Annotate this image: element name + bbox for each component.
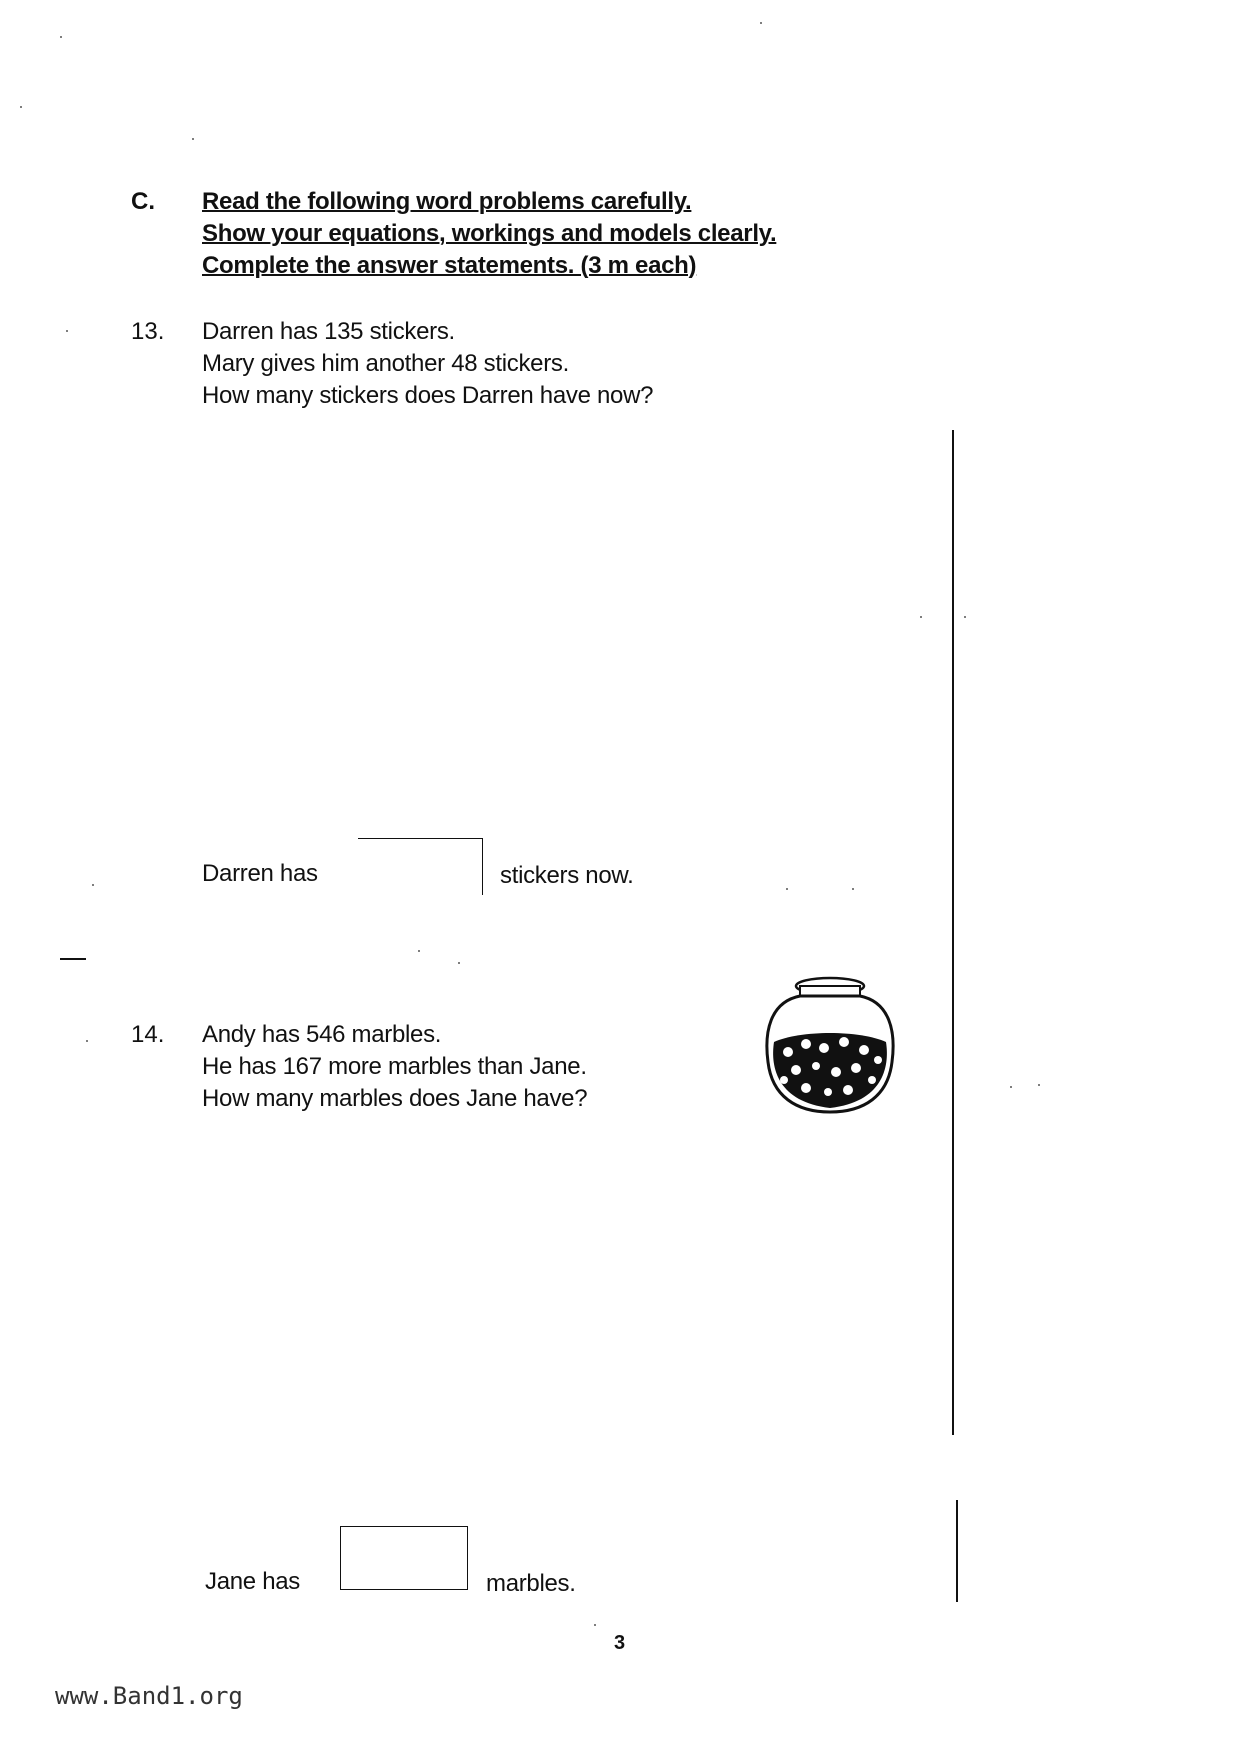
instruction-line-1: Read the following word problems carefully.: [202, 188, 692, 215]
marble-jar-icon: [760, 972, 900, 1116]
question-13-line-2: Mary gives him another 48 stickers.: [202, 350, 569, 377]
scan-speck: [786, 888, 788, 890]
question-13-answer-suffix: stickers now.: [500, 862, 634, 889]
question-14-answer-suffix: marbles.: [486, 1570, 576, 1597]
scan-speck: [192, 138, 194, 140]
scan-speck: [418, 950, 420, 952]
scan-speck: [20, 106, 22, 108]
scan-speck: [760, 22, 762, 24]
scan-speck: [458, 962, 460, 964]
question-13-answer-box[interactable]: [358, 838, 483, 895]
scan-speck: [60, 36, 62, 38]
scan-speck: [66, 330, 68, 332]
question-13-number: 13.: [131, 318, 165, 345]
scan-speck: [1038, 1084, 1040, 1086]
question-14-number: 14.: [131, 1021, 165, 1048]
scan-speck: [852, 888, 854, 890]
margin-rule-lower: [956, 1500, 958, 1602]
footer-url: www.Band1.org: [55, 1682, 243, 1710]
question-14-line-1: Andy has 546 marbles.: [202, 1021, 442, 1048]
scan-speck: [594, 1624, 596, 1626]
instruction-line-3: Complete the answer statements. (3 m each): [202, 252, 697, 279]
question-14-answer-prefix: Jane has: [205, 1568, 301, 1595]
question-13-answer-prefix: Darren has: [202, 860, 318, 887]
scan-speck: [86, 1040, 88, 1042]
margin-rule: [952, 430, 954, 1435]
question-13-line-3: How many stickers does Darren have now?: [202, 382, 654, 409]
scan-speck: [92, 884, 94, 886]
scan-speck: [1010, 1086, 1012, 1088]
question-14-line-3: How many marbles does Jane have?: [202, 1085, 588, 1112]
instruction-line-2: Show your equations, workings and models clearly.: [202, 220, 777, 247]
page-number: 3: [614, 1632, 626, 1654]
edge-dash: [60, 958, 86, 960]
scan-speck: [964, 616, 966, 618]
section-letter: C.: [131, 188, 155, 215]
scan-speck: [920, 616, 922, 618]
question-13-line-1: Darren has 135 stickers.: [202, 318, 455, 345]
question-14-answer-box[interactable]: [340, 1526, 468, 1590]
question-14-line-2: He has 167 more marbles than Jane.: [202, 1053, 587, 1080]
